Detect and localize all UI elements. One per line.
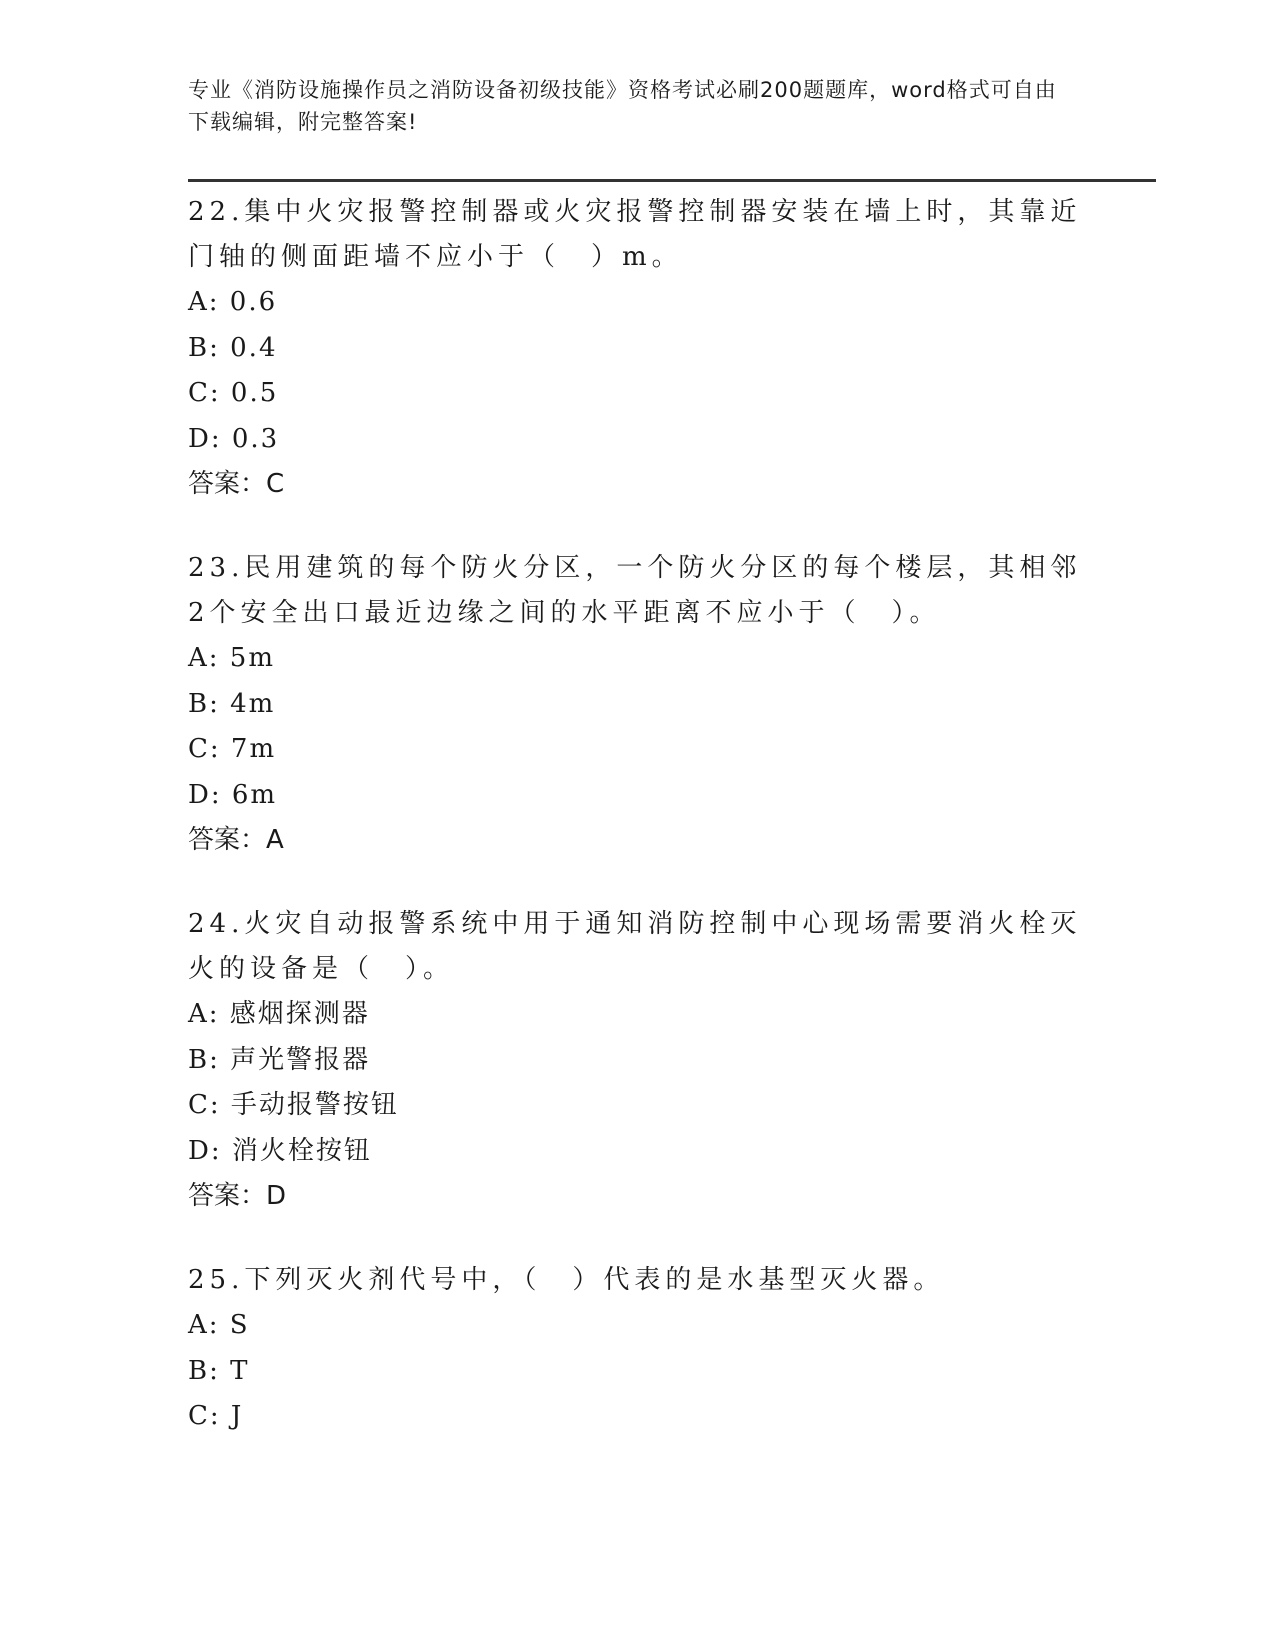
option-b: B: T: [188, 1355, 250, 1386]
question-22: [188, 190, 1088, 506]
header-divider: [188, 179, 1156, 182]
option-c: C: 0.5: [188, 378, 279, 408]
question-stem: 23.民用建筑的每个防火分区，一个防火分区的每个楼层，其相邻2个安全出口最近边缘之间的水平距离不应小于（ ）。: [188, 553, 1082, 628]
page-header: 专业《消防设施操作员之消防设备初级技能》资格考试必刷200题题库，word格式可自由下载编辑，附完整答案!: [188, 78, 1057, 134]
option-a: A: 5m: [188, 643, 275, 673]
option-c: C: 7m: [188, 734, 277, 764]
option-b: B: 4m: [188, 688, 276, 719]
question-stem: 22.集中火灾报警控制器或火灾报警控制器安装在墙上时，其靠近门轴的侧面距墙不应小于（ ）m。: [188, 197, 1082, 272]
option-a: A: 感烟探测器: [188, 999, 370, 1029]
question-24: [188, 902, 1088, 1218]
option-b: B: 0.4: [188, 332, 278, 363]
option-d: D: 6m: [188, 779, 278, 810]
answer: 答案：A: [188, 825, 284, 855]
option-c: C: J: [188, 1401, 244, 1431]
question-list: [188, 190, 1088, 1480]
question-25: [188, 1258, 1088, 1440]
answer: 答案：C: [188, 469, 285, 499]
option-c: C: 手动报警按钮: [188, 1090, 399, 1120]
question-stem: 25.下列灭火剂代号中，（ ）代表的是水基型灭火器。: [188, 1265, 945, 1295]
option-d: D: 0.3: [188, 423, 280, 454]
question-stem: 24.火灾自动报警系统中用于通知消防控制中心现场需要消火栓灭火的设备是（ ）。: [188, 909, 1082, 984]
option-a: A: 0.6: [188, 287, 278, 317]
answer: 答案：D: [188, 1181, 287, 1211]
option-d: D: 消火栓按钮: [188, 1135, 372, 1166]
option-a: A: S: [188, 1310, 250, 1340]
option-b: B: 声光警报器: [188, 1044, 371, 1075]
question-23: [188, 546, 1088, 862]
